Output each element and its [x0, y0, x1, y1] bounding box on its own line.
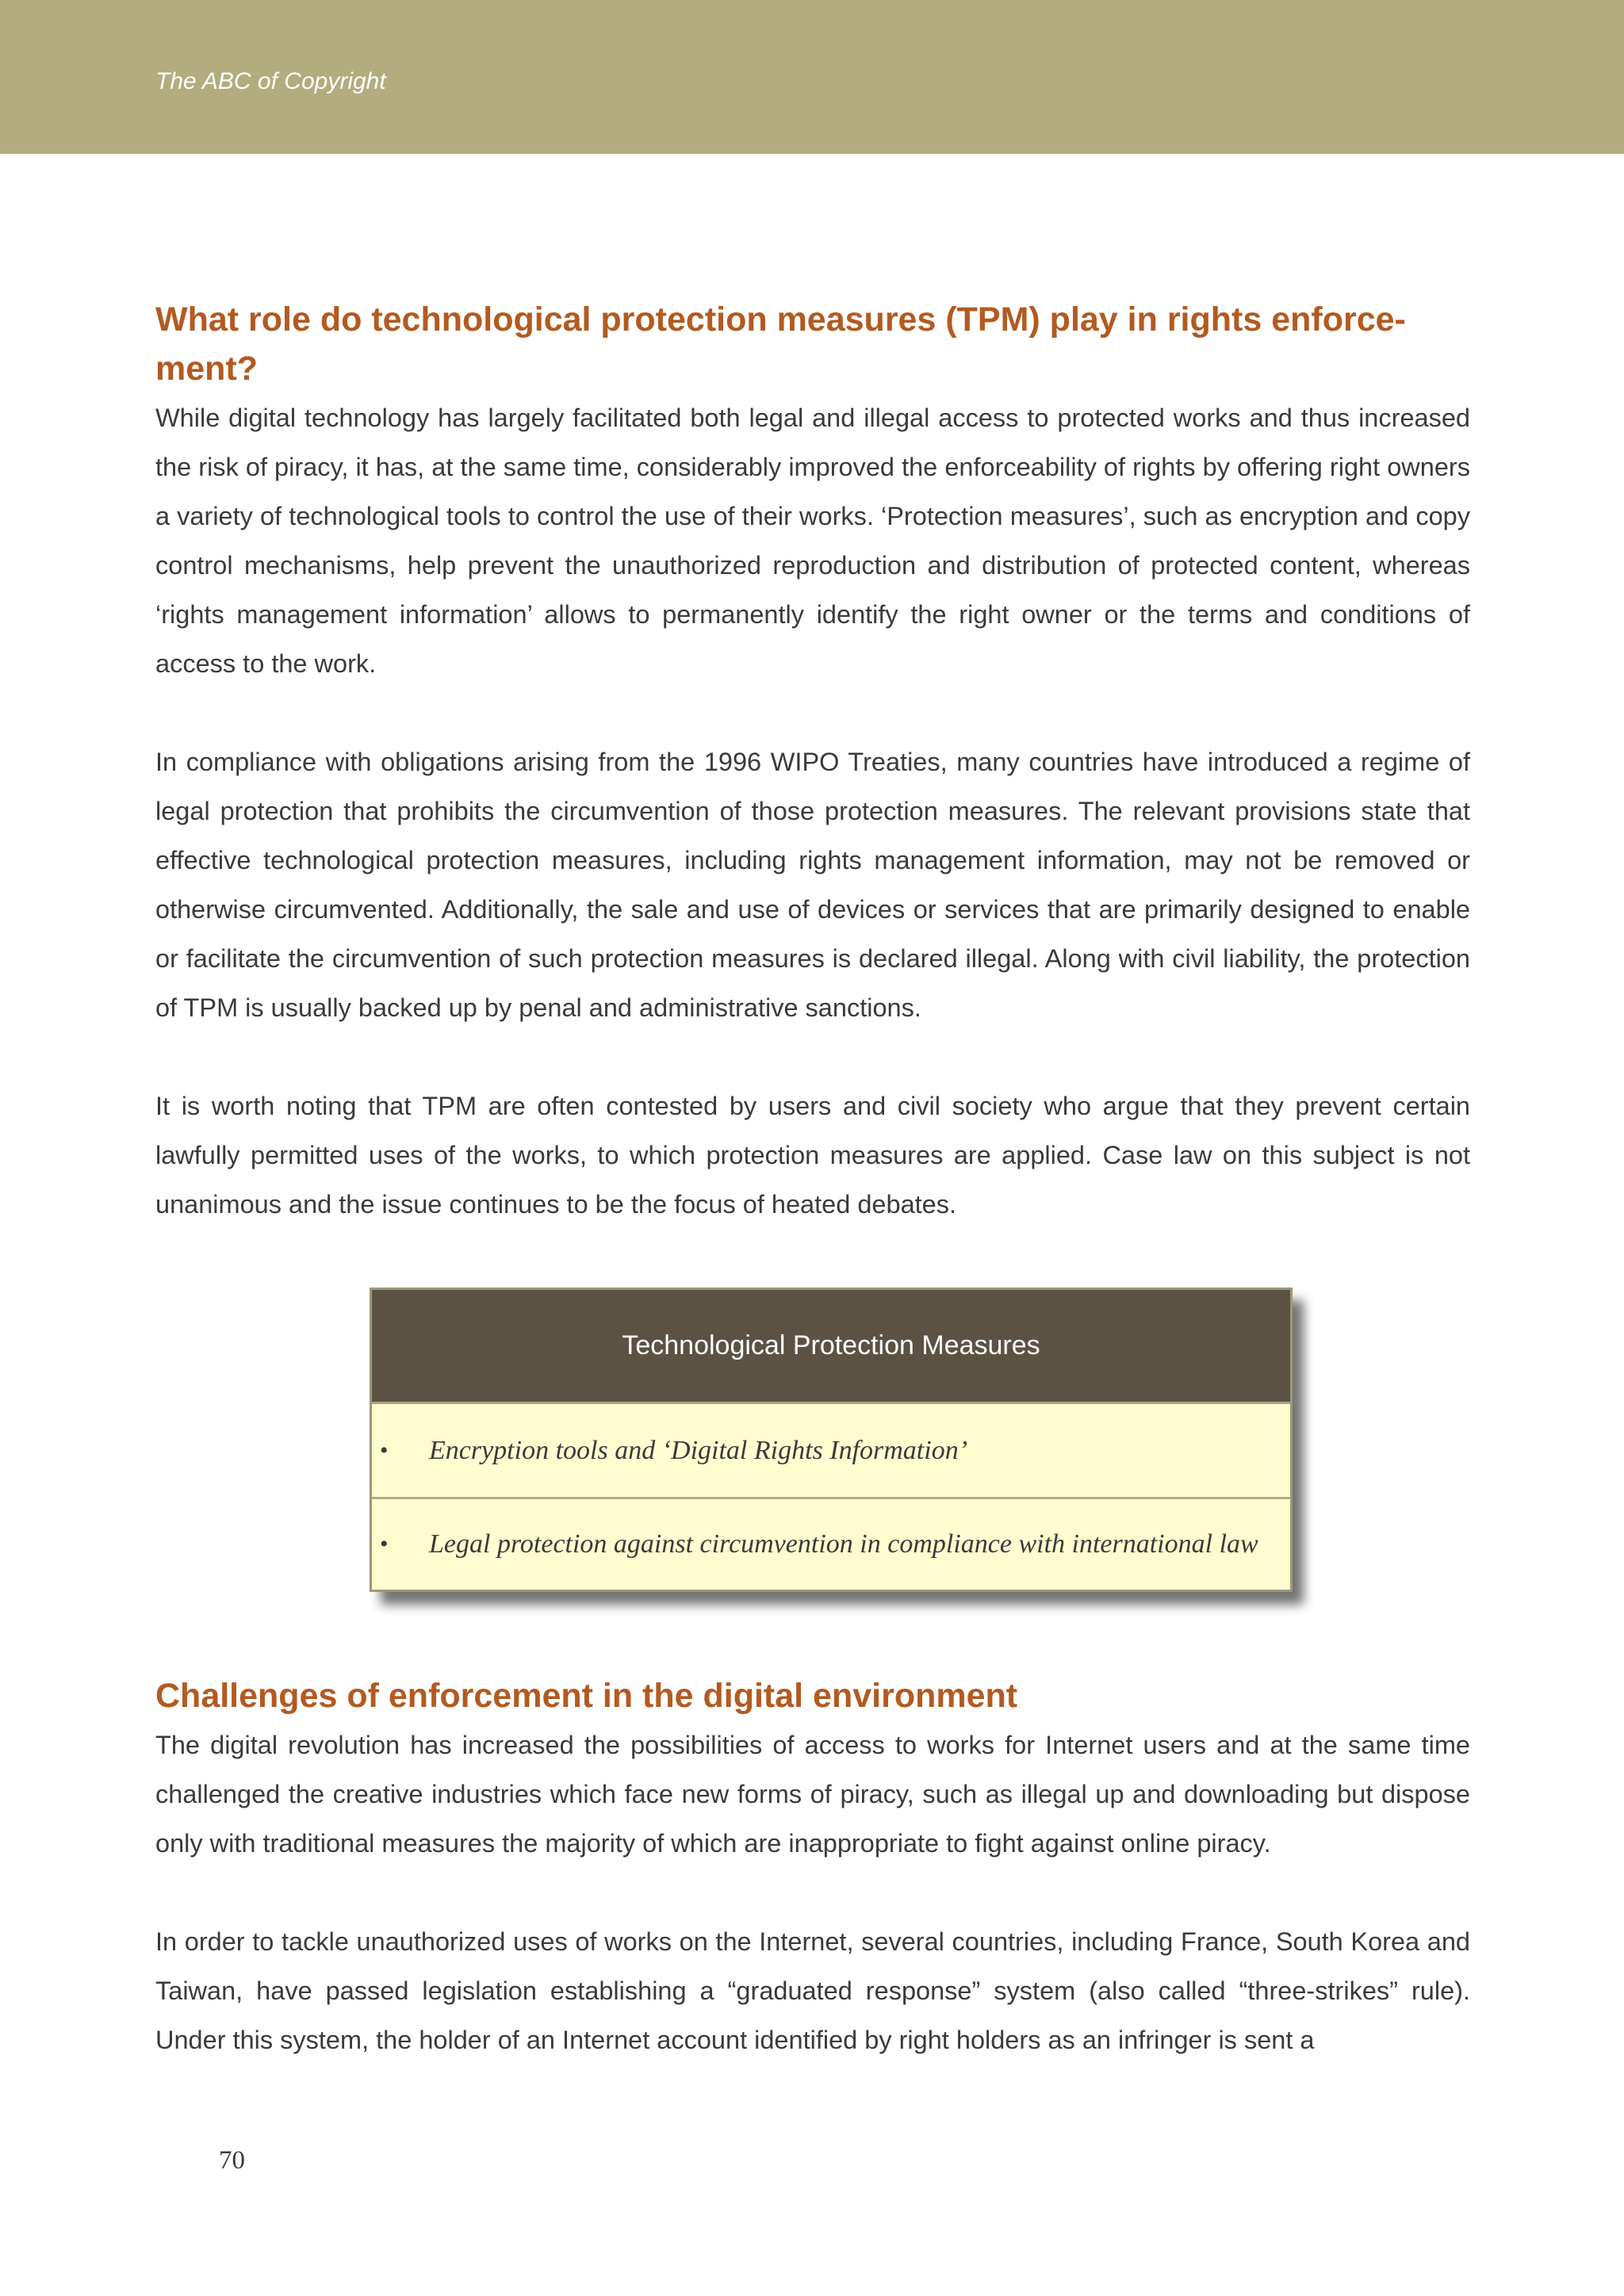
bullet-icon: • [380, 1437, 389, 1464]
section-heading-tpm [155, 295, 1470, 393]
section-heading-tpm-line1: What role do technological protection measures (TPM) play in rights enforce- [155, 300, 1406, 339]
tpm-box-title: Technological Protection Measures [372, 1290, 1290, 1404]
running-title: The ABC of Copyright [155, 68, 386, 94]
paragraph: While digital technology has largely facilitated both legal and illegal access to protected works and thus increased the risk of piracy, it has, at the same time, considerably improved the enforceability of rights by offering right owners a variety of technological tools to control the use of their works. ‘Protection measures’, such as encryption and copy control mechanisms, help prevent the unauthorized reproduction and distribution of protected content, whereas ‘rights management information’ allows to permanently identify the right owner or the terms and conditions of access to the work. [155, 404, 1470, 678]
tpm-box-item [372, 1497, 1290, 1590]
tpm-box-item-text: Legal protection against circumvention in compliance with international law [429, 1529, 1258, 1559]
header-band [0, 0, 1624, 154]
tpm-box-item [372, 1404, 1290, 1497]
section-heading-challenges: Challenges of enforcement in the digital environment [155, 1677, 1018, 1715]
paragraph: It is worth noting that TPM are often contested by users and civil society who argue that they prevent certain lawfully permitted uses of the works, to which protection measures are applied. Case law on this subject is not unanimous and the issue continues to be the focus of heated debates. [155, 1092, 1470, 1219]
paragraph: The digital revolution has increased the possibilities of access to works for Internet users and at the same time challenged the creative industries which face new forms of piracy, such as illegal up and downloading but dispose only with traditional measures the majority of which are inappropriate to fight against online piracy. [155, 1731, 1470, 1858]
page-content [155, 295, 1470, 2064]
paragraph: In compliance with obligations arising from the 1996 WIPO Treaties, many countries have introduced a regime of legal protection that prohibits the circumvention of those protection measures. The relevant provisions state that effective technological protection measures, including rights management information, may not be removed or otherwise circumvented. Additionally, the sale and use of devices or services that are primarily designed to enable or facilitate the circumvention of such protection measures is declared illegal. Along with civil liability, the protection of TPM is usually backed up by penal and administrative sanctions. [155, 748, 1470, 1022]
tpm-box-panel [370, 1288, 1293, 1592]
paragraph: In order to tackle unauthorized uses of works on the Internet, several countries, including France, South Korea and Taiwan, have passed legislation establishing a “graduated response” system (also called “three-strikes” rule). Under this system, the holder of an Internet account identified by right holders as an infringer is sent a [155, 1927, 1470, 2054]
section-heading-tpm-line2: ment? [155, 350, 258, 388]
page-number: 70 [219, 2146, 245, 2175]
tpm-summary-box [370, 1288, 1293, 1592]
tpm-box-item-text: Encryption tools and ‘Digital Rights Information’ [429, 1435, 968, 1465]
bullet-icon: • [380, 1531, 389, 1557]
